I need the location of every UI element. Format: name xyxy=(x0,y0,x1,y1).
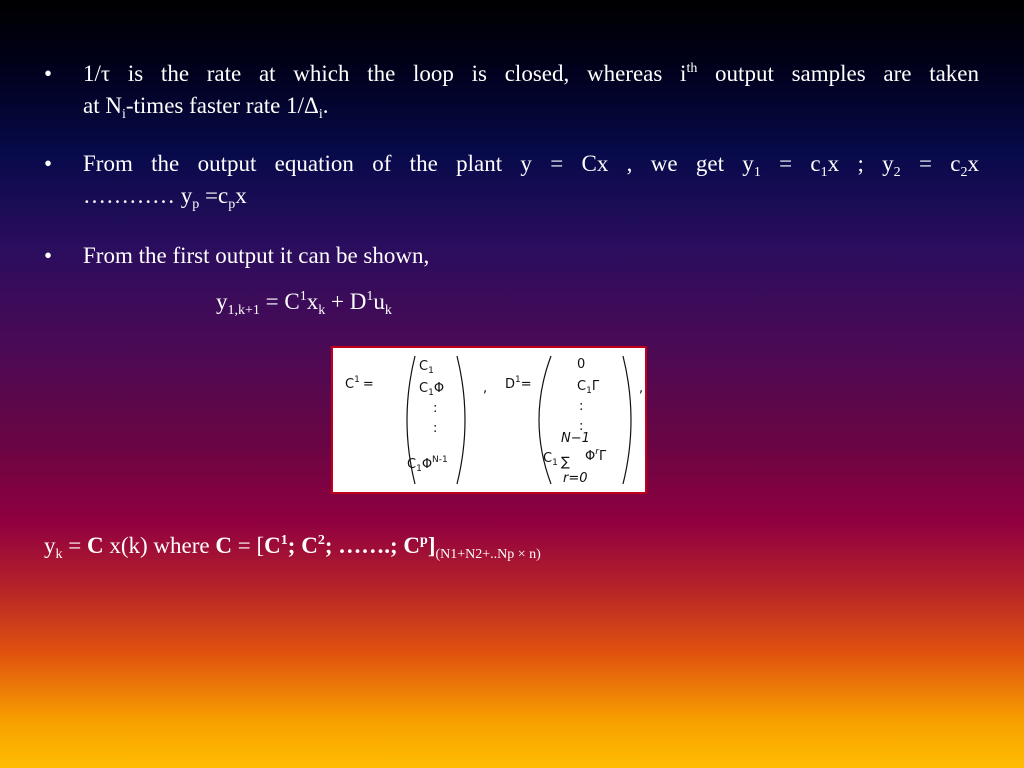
bullet-3-line-1: From the first output it can be shown, xyxy=(83,243,430,268)
matrix-definition-figure xyxy=(331,346,647,494)
sum-lower-limit: r=0 xyxy=(563,471,588,486)
bullet-2-line-1: From the output equation of the plant y = Cx , we get $y_1 = c_1x$ ; $y_2 = c_2x$ xyxy=(83,151,979,180)
bullet-1-line-2: at $N_i$-times faster rate $1/\Delta_i$. xyxy=(83,93,329,122)
c1-row-last: $C_1\Phi^{N-1}$ xyxy=(407,455,448,474)
matrix-figure-svg xyxy=(333,348,645,492)
bullet-marker: • xyxy=(44,61,53,86)
phi-r-gamma: $\Phi^r\Gamma$ xyxy=(585,447,607,464)
c1-row-dots-2: : xyxy=(433,421,438,436)
c1-row-2: $C_1\Phi$ xyxy=(419,381,445,398)
d1-row-dots-1: : xyxy=(579,399,584,414)
output-equation: $y_{1,k+1} = C^1x_k + D^1u_k$ xyxy=(216,289,392,318)
c1-right-paren xyxy=(457,356,465,484)
d1-row-dots-2: : xyxy=(579,419,584,434)
bullet-1-text xyxy=(83,58,979,122)
bullet-marker: • xyxy=(44,151,53,176)
d1-right-paren xyxy=(623,356,631,484)
comma-1: , xyxy=(483,381,488,396)
bullet-3-text xyxy=(83,240,979,272)
d1-row-2: $C_1\Gamma$ xyxy=(577,379,600,396)
sum-symbol: ∑ xyxy=(561,455,570,470)
d1-label: $D^1=$ xyxy=(505,375,532,392)
stacked-output-equation: $y_k = C$ x(k) where $C = [C^1$; $C^2$; …….; $C^p]_{(N1+N2+..Np \times n)}$ xyxy=(44,533,541,562)
sum-upper-limit: N−1 xyxy=(561,431,590,446)
c1-row-1: $C_1$ xyxy=(419,359,434,376)
d1-row-1: 0 xyxy=(577,357,586,372)
bullet-2-line-2: ………… $y_p =c_px$ xyxy=(83,183,247,212)
c1-label: $C^1$ = xyxy=(345,375,374,392)
bullet-2-text xyxy=(83,148,979,212)
comma-2: , xyxy=(639,381,644,396)
bullet-1-line-1: 1/τ is the rate at which the loop is closed, whereas $i^{th}$ output samples are taken xyxy=(83,61,980,86)
d1-row-last: $C_1$ xyxy=(543,451,558,468)
c1-row-dots-1: : xyxy=(433,401,438,416)
bullet-marker: • xyxy=(44,243,53,268)
